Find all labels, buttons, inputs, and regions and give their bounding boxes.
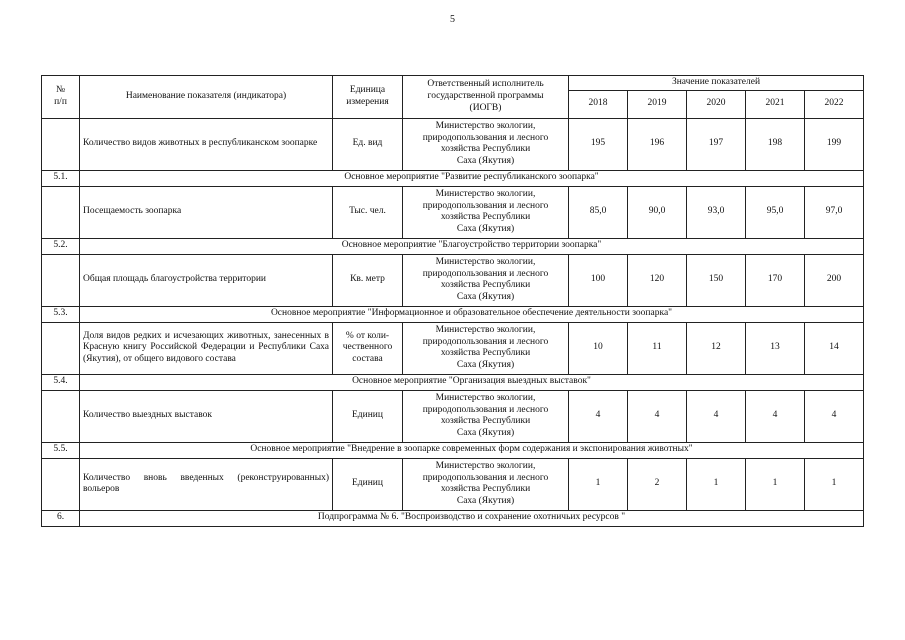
indicator-value: 198 <box>746 118 805 170</box>
indicator-value: 11 <box>628 322 687 374</box>
indicator-name: Доля видов редких и исчезающих животных, занесенных в Красную книгу Российской Федерации и Республики Саха (Якутия), от общего видового состава <box>80 322 333 374</box>
section-number: 5.5. <box>42 442 80 458</box>
header-name: Наименование показателя (индикатора) <box>80 76 333 119</box>
indicator-value: 14 <box>805 322 864 374</box>
indicator-row <box>42 186 864 238</box>
indicators-table <box>41 75 864 527</box>
indicator-value: 97,0 <box>805 186 864 238</box>
indicator-row <box>42 118 864 170</box>
indicator-unit: Тыс. чел. <box>333 186 403 238</box>
indicator-responsible: Министерство экологии, природопользования и лесного хозяйства Республики Саха (Якутия) <box>403 322 569 374</box>
indicator-unit: Ед. вид <box>333 118 403 170</box>
indicator-unit: Кв. метр <box>333 254 403 306</box>
indicator-value: 13 <box>746 322 805 374</box>
indicator-number <box>42 322 80 374</box>
section-row <box>42 442 864 458</box>
indicator-name: Общая площадь благоустройства территории <box>80 254 333 306</box>
section-title: Основное мероприятие "Организация выездных выставок" <box>80 374 864 390</box>
indicator-value: 90,0 <box>628 186 687 238</box>
section-row <box>42 510 864 526</box>
section-number: 5.2. <box>42 238 80 254</box>
indicator-value: 4 <box>628 390 687 442</box>
header-values-group: Значение показателей <box>569 76 864 91</box>
header-year: 2018 <box>569 90 628 118</box>
indicator-value: 196 <box>628 118 687 170</box>
indicator-value: 170 <box>746 254 805 306</box>
indicator-unit: % от коли- чественного состава <box>333 322 403 374</box>
section-title: Основное мероприятие "Благоустройство территории зоопарка" <box>80 238 864 254</box>
section-number: 5.3. <box>42 306 80 322</box>
indicator-value: 199 <box>805 118 864 170</box>
indicator-value: 1 <box>805 458 864 510</box>
indicator-row <box>42 322 864 374</box>
indicator-value: 93,0 <box>687 186 746 238</box>
indicator-responsible: Министерство экологии, природопользования и лесного хозяйства Республики Саха (Якутия) <box>403 118 569 170</box>
indicator-name: Количество видов животных в республиканском зоопарке <box>80 118 333 170</box>
indicator-value: 200 <box>805 254 864 306</box>
indicator-unit: Единиц <box>333 458 403 510</box>
section-title: Подпрограмма № 6. "Воспроизводство и сохранение охотничьих ресурсов " <box>80 510 864 526</box>
indicator-value: 1 <box>746 458 805 510</box>
header-year: 2019 <box>628 90 687 118</box>
indicator-number <box>42 458 80 510</box>
indicator-value: 2 <box>628 458 687 510</box>
header-year: 2020 <box>687 90 746 118</box>
indicator-name: Посещаемость зоопарка <box>80 186 333 238</box>
indicator-value: 85,0 <box>569 186 628 238</box>
section-number: 5.1. <box>42 170 80 186</box>
section-row <box>42 374 864 390</box>
indicator-row <box>42 390 864 442</box>
indicator-name: Количество выездных выставок <box>80 390 333 442</box>
section-row <box>42 170 864 186</box>
indicator-value: 12 <box>687 322 746 374</box>
page-number: 5 <box>450 14 455 25</box>
section-row <box>42 306 864 322</box>
indicator-responsible: Министерство экологии, природопользования и лесного хозяйства Республики Саха (Якутия) <box>403 458 569 510</box>
indicator-value: 120 <box>628 254 687 306</box>
indicator-value: 10 <box>569 322 628 374</box>
indicator-number <box>42 254 80 306</box>
indicator-number <box>42 186 80 238</box>
section-number: 6. <box>42 510 80 526</box>
indicator-row <box>42 254 864 306</box>
indicator-name: Количество вновь введенных (реконструированных) вольеров <box>80 458 333 510</box>
section-number: 5.4. <box>42 374 80 390</box>
section-title: Основное мероприятие "Развитие республиканского зоопарка" <box>80 170 864 186</box>
indicator-number <box>42 390 80 442</box>
indicator-value: 95,0 <box>746 186 805 238</box>
indicator-value: 4 <box>805 390 864 442</box>
section-title: Основное мероприятие "Информационное и образовательное обеспечение деятельности зоопарка" <box>80 306 864 322</box>
indicator-value: 4 <box>687 390 746 442</box>
indicator-number <box>42 118 80 170</box>
section-row <box>42 238 864 254</box>
header-responsible: Ответственный исполнитель государственной программы (ИОГВ) <box>403 76 569 119</box>
indicator-row <box>42 458 864 510</box>
header-unit: Единица измерения <box>333 76 403 119</box>
header-year: 2022 <box>805 90 864 118</box>
indicator-value: 4 <box>746 390 805 442</box>
indicator-value: 197 <box>687 118 746 170</box>
header-year: 2021 <box>746 90 805 118</box>
indicator-responsible: Министерство экологии, природопользования и лесного хозяйства Республики Саха (Якутия) <box>403 390 569 442</box>
section-title: Основное мероприятие "Внедрение в зоопарке современных форм содержания и экспонирования животных" <box>80 442 864 458</box>
indicator-value: 1 <box>569 458 628 510</box>
indicator-value: 100 <box>569 254 628 306</box>
table-body <box>42 118 864 526</box>
indicator-value: 150 <box>687 254 746 306</box>
header-num: № п/п <box>42 76 80 119</box>
indicator-value: 4 <box>569 390 628 442</box>
indicator-responsible: Министерство экологии, природопользования и лесного хозяйства Республики Саха (Якутия) <box>403 254 569 306</box>
indicator-responsible: Министерство экологии, природопользования и лесного хозяйства Республики Саха (Якутия) <box>403 186 569 238</box>
indicator-value: 1 <box>687 458 746 510</box>
indicator-value: 195 <box>569 118 628 170</box>
indicator-unit: Единиц <box>333 390 403 442</box>
